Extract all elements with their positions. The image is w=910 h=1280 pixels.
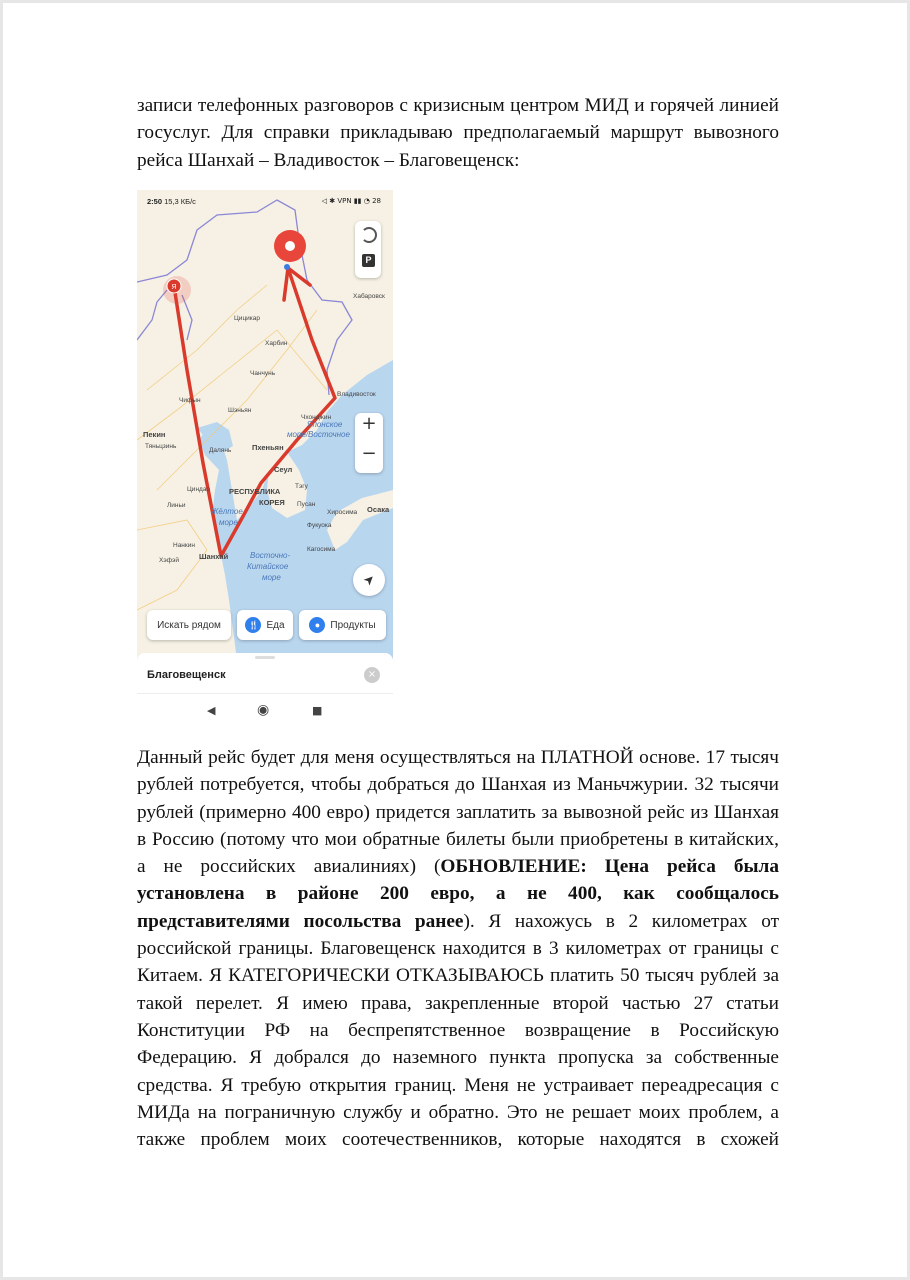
chip-label: Продукты [330, 619, 376, 631]
city-label: Далянь [209, 447, 232, 454]
fork-knife-icon: 🍴︎ [245, 617, 261, 633]
city-label: Чифын [179, 397, 201, 404]
city-label: Владивосток [337, 391, 376, 398]
city-label: Цицикар [234, 315, 261, 322]
sea-label: Жёлтое [211, 507, 243, 516]
sheet-title: Благовещенск [147, 669, 226, 681]
text-line [137, 1072, 779, 1099]
search-nearby-chip[interactable] [147, 610, 231, 640]
user-pin-label: Я [171, 284, 177, 291]
city-label: Пхеньян [252, 443, 284, 452]
map-screenshot [137, 190, 393, 725]
text-segment: такой перелет. Я имею права, закрепленные второй частью 27 статьи [137, 992, 779, 1014]
city-label: Линьи [167, 502, 186, 509]
text-segment: а не российских авиалиниях) ( [137, 856, 441, 878]
text-segment: госуслуг. Для справки прикладываю предполагаемый маршрут вывозного [137, 122, 779, 144]
city-label: Шэньян [228, 407, 252, 414]
text-segment: в Россию (потому что мои обратные билеты были приобретены в китайских, [137, 828, 779, 850]
sheet-handle[interactable] [255, 656, 275, 659]
city-label: Сеул [274, 465, 293, 474]
city-label: Хэфэй [159, 557, 179, 564]
zoom-controls [355, 413, 383, 473]
city-label: Чхонджин [301, 414, 332, 421]
traffic-icon[interactable] [361, 227, 377, 243]
text-line [137, 771, 779, 798]
zoom-in-button[interactable]: + [361, 413, 377, 434]
navigation-arrow-icon: ➤ [359, 570, 378, 589]
zoom-out-button[interactable]: − [361, 443, 377, 464]
city-label: Чанчунь [250, 370, 276, 377]
sea-label: море [262, 573, 281, 582]
text-segment: Данный рейс будет для меня осуществляться на ПЛАТНОЙ основе. 17 тысяч [137, 747, 779, 768]
sea-label: Китайское [247, 562, 289, 571]
text-segment: Конституции РФ на беспрепятственное возвращение в Российскую [137, 1019, 779, 1041]
bottom-sheet [137, 653, 393, 725]
city-label: Хабаровск [353, 293, 385, 300]
text-line [137, 990, 779, 1017]
text-line [137, 1099, 779, 1126]
status-time: 2:50 [147, 197, 163, 206]
status-icons: ◁ ✱ VPN ▮▮ ◔ 28 [321, 197, 381, 205]
city-label: Кагосима [307, 546, 336, 553]
apple-icon: ● [309, 617, 325, 633]
document-page [3, 3, 907, 1277]
text-line [137, 799, 779, 826]
parking-button[interactable]: P [362, 254, 375, 267]
paragraph-main [137, 744, 779, 1153]
food-chip[interactable] [237, 610, 293, 640]
text-line [137, 147, 779, 174]
text-segment: Китаем. Я КАТЕГОРИЧЕСКИ ОТКАЗЫВАЮСЬ платить 50 тысяч рублей за [137, 965, 779, 987]
text-line [137, 826, 779, 853]
city-label: Тяньцзинь [145, 443, 177, 450]
sea-label: море [219, 518, 238, 527]
city-label: Пусан [297, 501, 316, 508]
status-bar [147, 197, 196, 206]
recents-icon[interactable]: ■ [312, 704, 323, 717]
text-line [137, 880, 779, 907]
sea-label: Восточно- [250, 551, 291, 560]
city-label: Шанхай [199, 552, 229, 561]
map-controls-top [355, 221, 381, 278]
city-label: Нанкин [173, 542, 195, 549]
products-chip[interactable] [299, 610, 386, 640]
text-line [137, 962, 779, 989]
city-label: КОРЕЯ [259, 498, 285, 507]
text-line [137, 1044, 779, 1071]
text-segment: рейса Шанхай – Владивосток – Благовещенск: [137, 149, 520, 171]
paragraph-intro [137, 92, 779, 174]
text-line [137, 935, 779, 962]
bold-text: представителями посольства ранее [137, 910, 464, 932]
text-line [137, 119, 779, 146]
chip-label: Искать рядом [157, 619, 221, 631]
city-label: Хиросима [327, 509, 358, 516]
text-segment: ). Я нахожусь в 2 километрах от [463, 910, 780, 932]
status-speed: 15,3 КБ/с [164, 197, 196, 206]
bold-text: ОБНОВЛЕНИЕ: Цена рейса была [440, 856, 779, 878]
text-segment: записи телефонных разговоров с кризисным центром МИД и горячей линией [137, 95, 779, 116]
text-line [137, 92, 779, 119]
back-icon[interactable]: ◀ [207, 704, 216, 717]
bold-text: установлена в районе 200 евро, а не 400, как сообщалось [137, 883, 779, 905]
text-segment: российской границы. Благовещенск находится в 3 километрах от границы с [137, 938, 779, 960]
text-line [137, 853, 779, 880]
close-icon[interactable]: × [364, 667, 380, 683]
city-label: Циндао [187, 486, 211, 493]
text-segment: рублей (примерно 400 евро) придется заплатить за вывозной рейс из Шанхая [137, 801, 779, 823]
sea-label: Японское [307, 420, 343, 429]
city-label: Фукуока [307, 522, 332, 529]
text-line [137, 1126, 779, 1153]
chip-label: Еда [266, 619, 285, 631]
text-line [137, 908, 779, 935]
android-nav-bar [137, 693, 393, 725]
city-label: Тэгу [295, 483, 308, 490]
text-segment: средства. Я требую открытия границ. Меня не устраивает переадресация с [137, 1074, 779, 1096]
text-segment: Федерацию. Я добрался до наземного пункта пропуска за собственные [137, 1047, 779, 1069]
city-label: Харбин [265, 340, 288, 347]
city-label: РЕСПУБЛИКА [229, 487, 281, 496]
text-segment: МИДа на пограничную службу и обратно. Это не решает моих проблем, а [137, 1101, 779, 1123]
city-label: Пекин [143, 430, 166, 439]
text-segment: рублей потребуется, чтобы добраться до Шанхая из Маньчжурии. 32 тысячи [137, 774, 779, 796]
locate-me-button[interactable] [353, 564, 385, 596]
current-location-dot [284, 264, 290, 270]
city-label: Осака [367, 505, 390, 514]
text-line [137, 1017, 779, 1044]
destination-pin-center [285, 241, 295, 251]
text-segment: также проблем моих соотечественников, которые находятся в схожей [137, 1129, 779, 1151]
home-icon[interactable]: ◉ [257, 702, 270, 718]
text-line [137, 744, 779, 771]
sea-label: море/Восточное [287, 430, 350, 439]
